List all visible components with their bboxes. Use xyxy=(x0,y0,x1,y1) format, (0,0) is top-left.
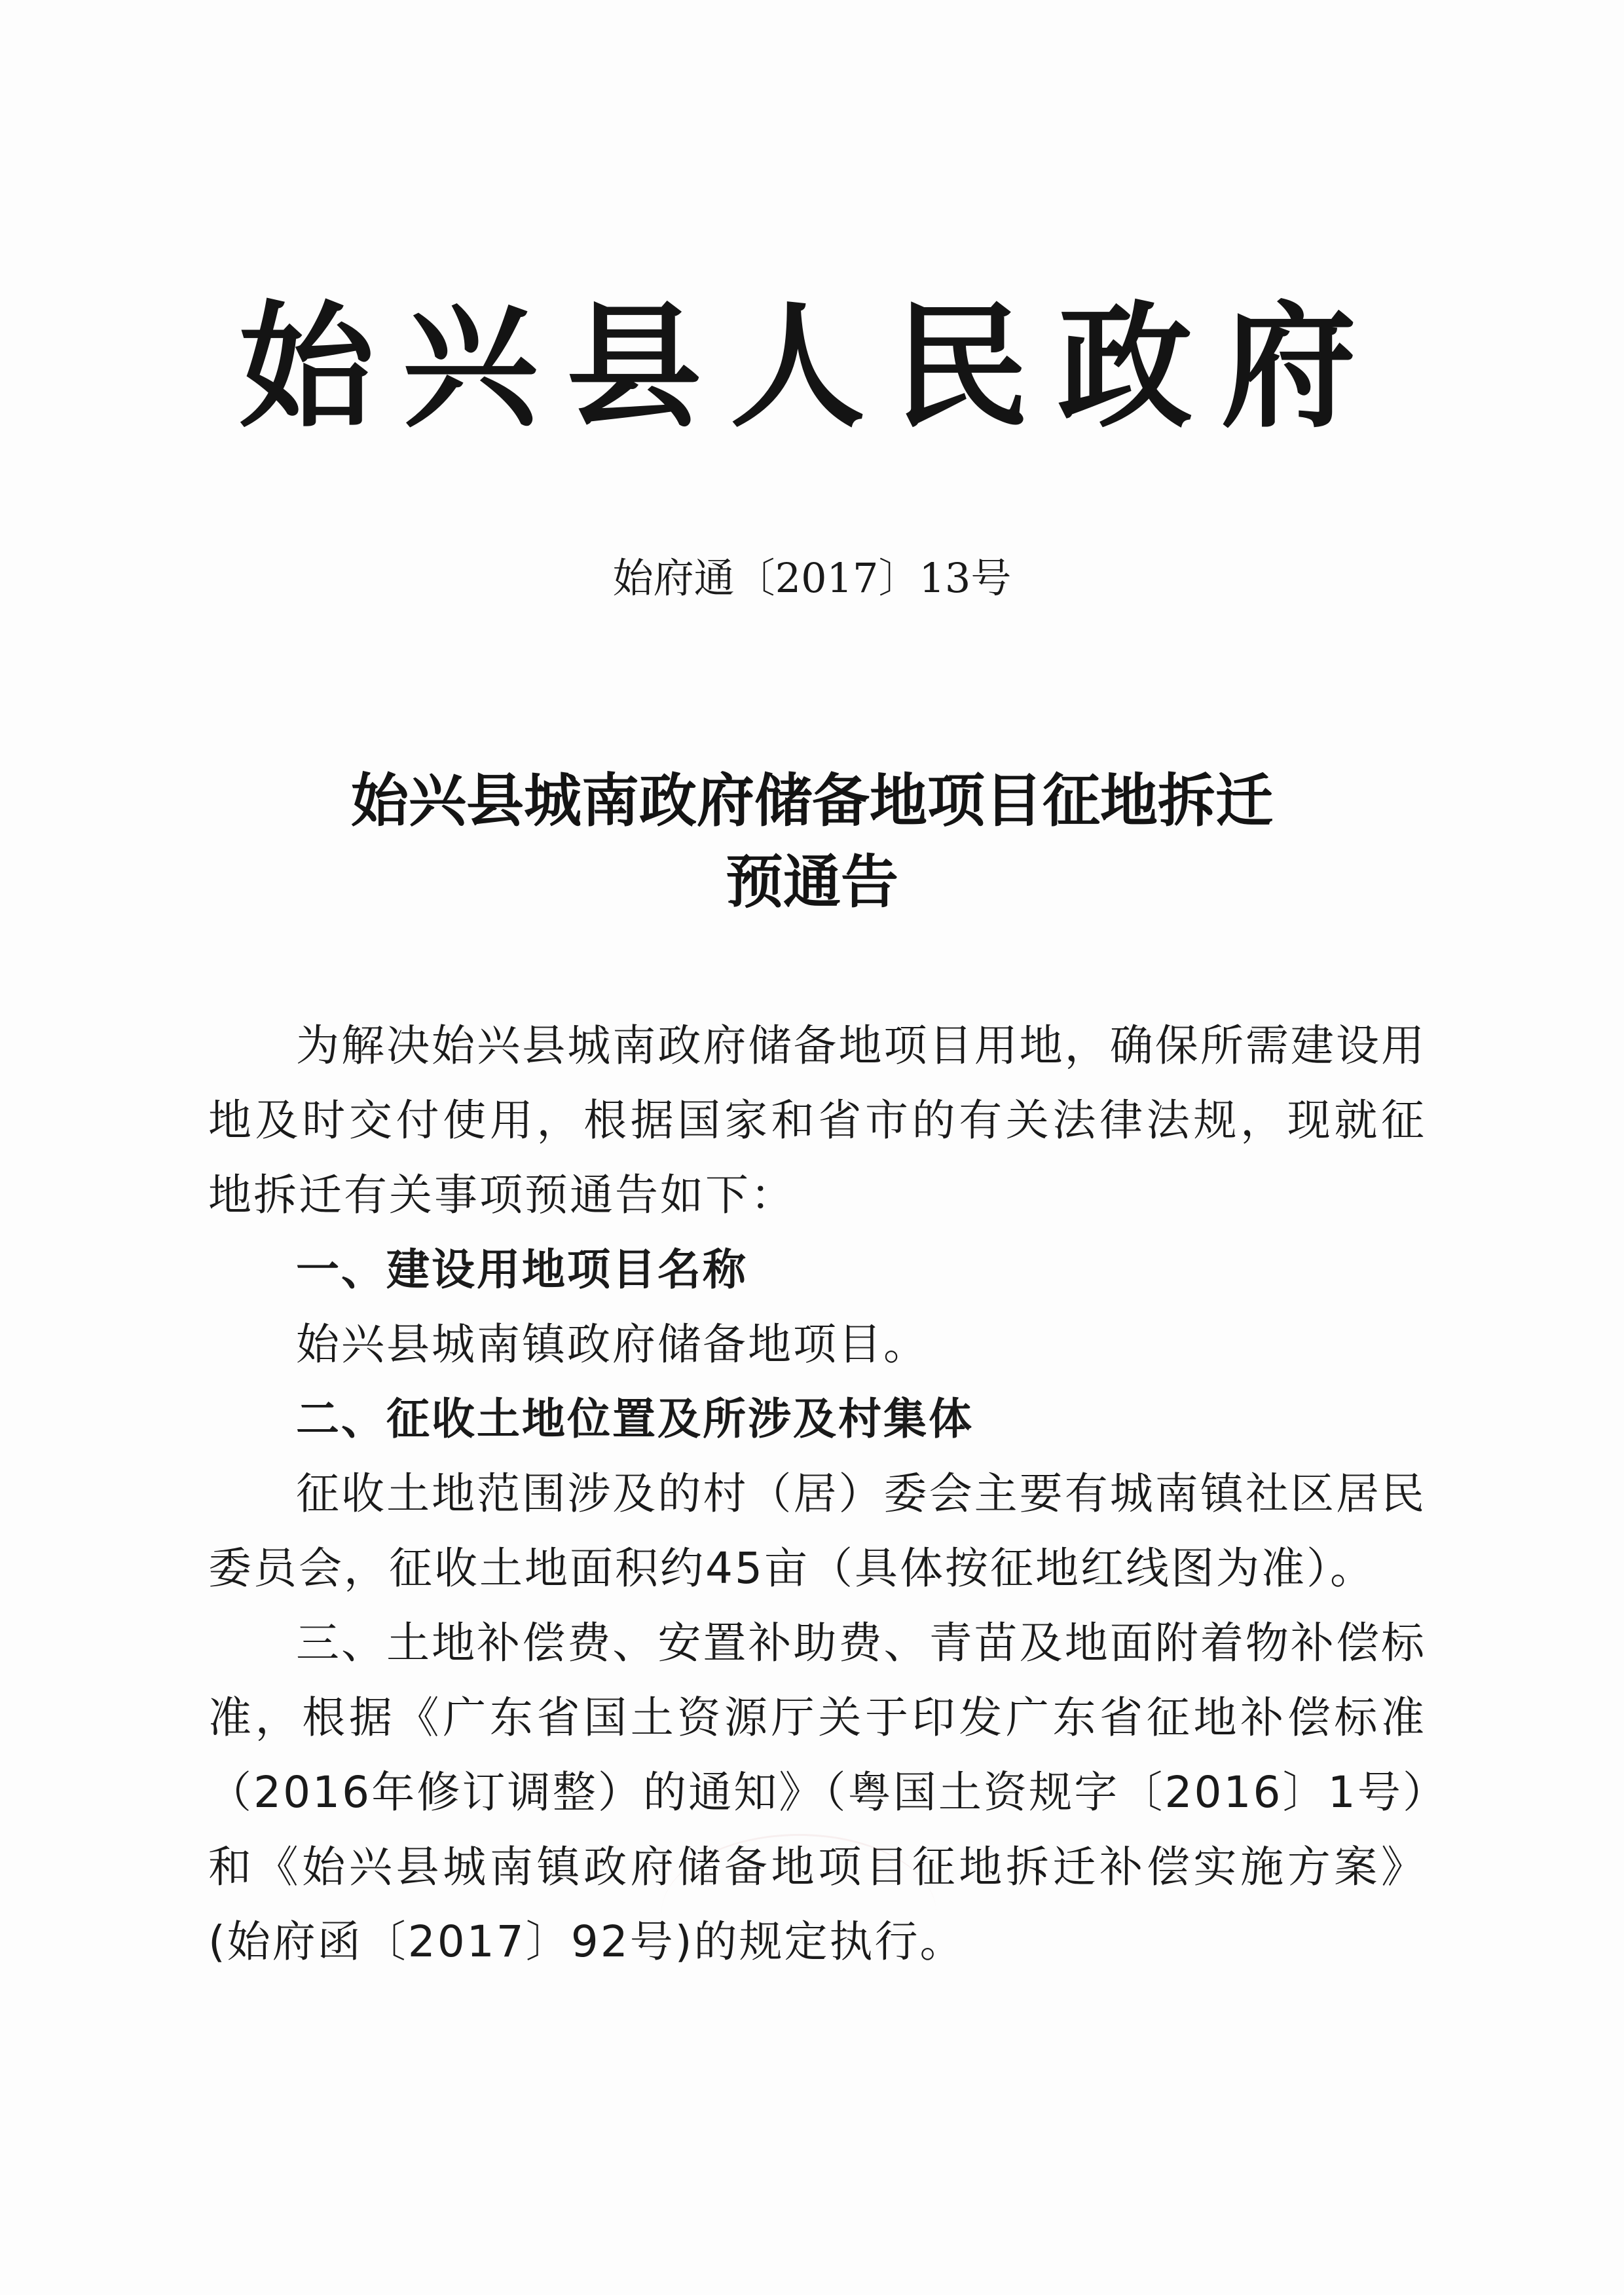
intro-paragraph: 为解决始兴县城南政府储备地项目用地，确保所需建设用地及时交付使用，根据国家和省市的有关法律法规，现就征地拆迁有关事项预通告如下： xyxy=(208,1020,1426,1220)
notice-body xyxy=(208,1009,1426,1979)
section2-text: 征收土地范围涉及的村（居）委会主要有城南镇社区居民委员会，征收土地面积约45亩（具体按征地红线图为准）。 xyxy=(208,1468,1426,1594)
section2-heading: 二、征收土地位置及所涉及村集体 xyxy=(296,1394,974,1444)
issuer-title: 始兴县人民政府 xyxy=(238,288,1385,446)
notice-title-line2: 预通告 xyxy=(725,848,898,916)
notice-title xyxy=(0,760,1624,922)
section3-text: 三、土地补偿费、安置补助费、青苗及地面附着物补偿标准，根据《广东省国土资源厅关于印发广东省征地补偿标准（2016年修订调整）的通知》（粤国土资规字〔2016〕1号）和《始兴县城南镇政府储备地项目征地拆迁补偿实施方案》(始府函〔2017〕92号)的规定执行。 xyxy=(208,1618,1426,1967)
section1-text: 始兴县城南镇政府储备地项目。 xyxy=(296,1319,929,1370)
notice-title-line1: 始兴县城南政府储备地项目征地拆迁 xyxy=(350,766,1273,834)
section1-heading: 一、建设用地项目名称 xyxy=(296,1244,748,1295)
document-number: 始府通〔2017〕13号 xyxy=(612,554,1012,602)
